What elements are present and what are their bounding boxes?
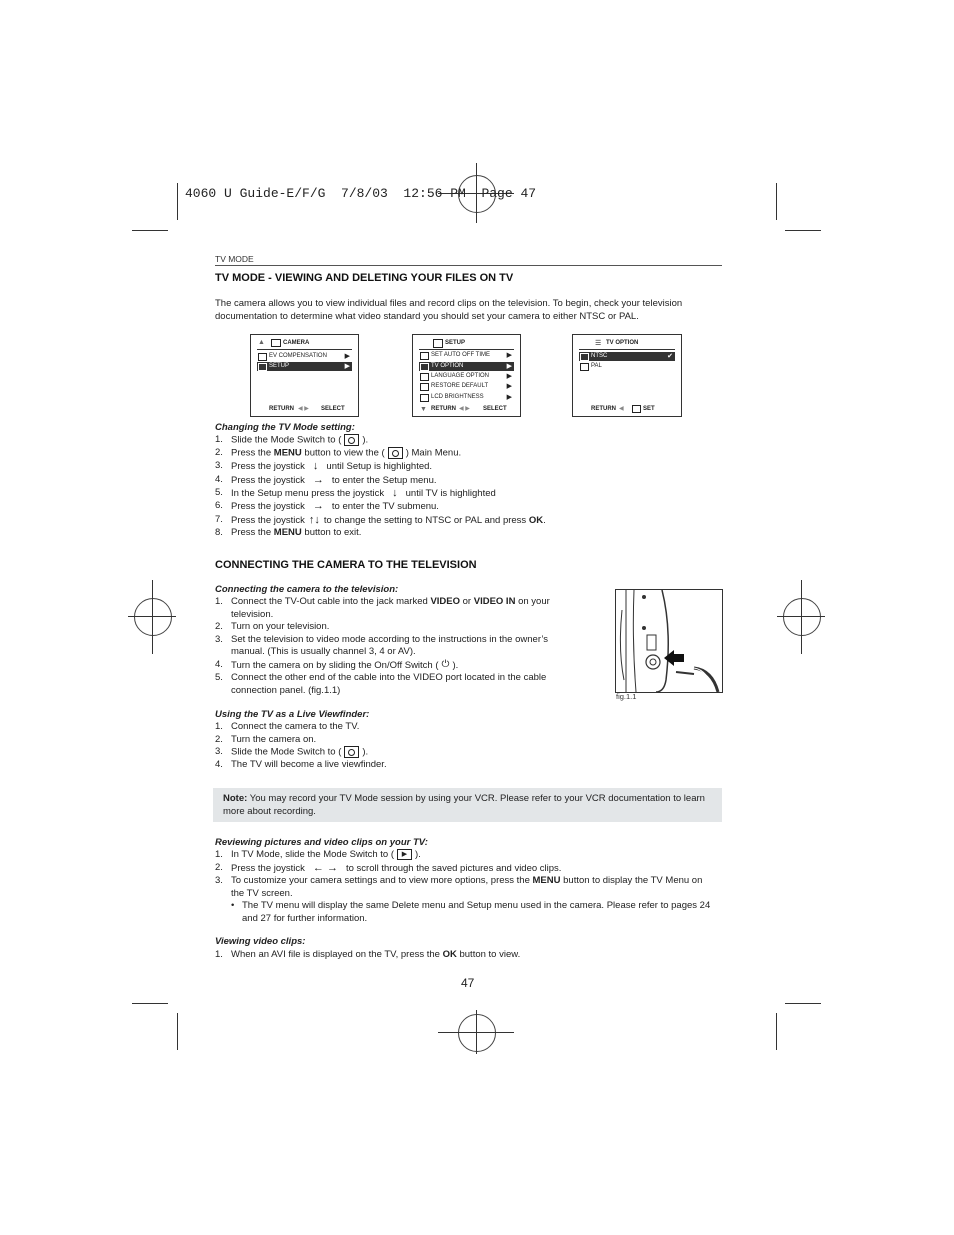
registration-line — [476, 1010, 477, 1054]
crop-mark — [177, 183, 178, 220]
steps-video — [215, 949, 725, 962]
screen-title: CAMERA — [283, 340, 310, 346]
crop-mark — [177, 1013, 178, 1050]
menu-row-selected: NTSC ✔ — [579, 352, 675, 361]
restore-icon — [420, 383, 429, 391]
steps-live — [215, 721, 725, 772]
list-item: 1. Slide the Mode Switch to ( ). — [215, 434, 369, 446]
list-item: 4. The TV will become a live viewfinder. — [215, 759, 387, 771]
power-icon — [420, 352, 429, 360]
right-arrow-icon: → — [312, 473, 324, 486]
note-label: Note: — [223, 793, 248, 804]
left-arrow-icon: ◀ — [619, 406, 624, 412]
page-number: 47 — [461, 976, 475, 990]
registration-mark-left — [134, 598, 172, 636]
brightness-icon — [420, 394, 429, 402]
language-icon — [420, 373, 429, 381]
list-item: 3. Set the television to video mode according to the instructions in the owner’s manual. (This is usually channel 3, 4 or AV). — [215, 633, 549, 658]
list-item: 4. Turn the camera on by sliding the On/Off Switch ( ⏻ ). — [215, 658, 459, 671]
steps-reviewing — [215, 849, 715, 925]
menu-screen-camera — [250, 334, 359, 417]
list-item: 2. Press the joystick ← → to scroll through the saved pictures and video clips. — [215, 861, 562, 874]
menu-icon: ☰ — [595, 340, 602, 347]
footer-return: RETURN — [269, 406, 294, 412]
registration-mark-bottom — [458, 1014, 496, 1052]
down-arrow-icon: ▼ — [420, 406, 427, 413]
checkmark-icon: ✔ — [667, 353, 673, 360]
steps-changing — [215, 434, 725, 540]
crop-mark — [776, 1013, 777, 1050]
menu-row: EV COMPENSATION ▶ — [257, 352, 352, 361]
header-rule — [215, 265, 722, 266]
list-item: 2. Turn the camera on. — [215, 733, 317, 745]
registration-line — [801, 580, 802, 654]
list-item: 1. When an AVI file is displayed on the TV, press the OK button to view. — [215, 949, 521, 960]
list-item: 3. Slide the Mode Switch to ( ). — [215, 746, 369, 758]
intro-paragraph: The camera allows you to view individual files and record clips on the television. To begin, check your television documentation to determine what video standard you should set your camera to either NTSC or PAL. — [215, 298, 683, 322]
menu-row: RESTORE DEFAULT ▶ — [419, 382, 514, 391]
footer-set: SET — [643, 406, 655, 412]
tv-icon — [420, 363, 429, 371]
subhead-changing: Changing the TV Mode setting: — [215, 422, 355, 433]
right-arrow-icon: → — [312, 500, 324, 513]
camera-icon — [388, 447, 403, 459]
screen-title: SETUP — [445, 340, 466, 346]
list-item: 6. Press the joystick → to enter the TV submenu. — [215, 500, 439, 513]
bullet-item: • The TV menu will display the same Delete menu and Setup menu used in the camera. Please refer to pages 24 and 27 for further information. — [231, 900, 711, 924]
figure-caption: fig.1.1 — [616, 692, 637, 701]
menu-screen-setup — [412, 334, 521, 417]
subhead-reviewing: Reviewing pictures and video clips on your TV: — [215, 837, 428, 848]
list-item: 1. In TV Mode, slide the Mode Switch to ( ▶ ). — [215, 849, 421, 861]
menu-row-selected: SETUP ▶ — [257, 362, 352, 371]
heading-tv-mode: TV MODE - VIEWING AND DELETING YOUR FILES ON TV — [215, 272, 514, 284]
list-item: 5. In the Setup menu press the joystick ↓ until TV is highlighted — [215, 487, 496, 500]
left-right-arrows-icon: ← → — [312, 861, 338, 874]
menu-screen-tv-option — [572, 334, 682, 417]
ev-icon — [258, 353, 267, 361]
list-item: 3. Press the joystick ↓ until Setup is highlighted. — [215, 460, 433, 473]
down-arrow-icon: ↓ — [312, 460, 319, 473]
list-item: 7. Press the joystick ↑↓ to change the setting to NTSC or PAL and press OK. — [215, 513, 546, 526]
list-item: 2. Press the MENU button to view the ( ) Main Menu. — [215, 447, 462, 459]
crop-mark — [785, 1003, 821, 1004]
footer-select: SELECT — [321, 406, 345, 412]
footer-return: RETURN — [431, 406, 456, 412]
registration-line — [152, 580, 153, 654]
subhead-connecting: Connecting the camera to the television: — [215, 584, 399, 595]
menu-row: LCD BRIGHTNESS ▶ — [419, 393, 514, 402]
print-slug: 4060 U Guide-E/F/G 7/8/03 12:56 PM Page 47 — [185, 186, 537, 201]
camera-icon — [344, 746, 359, 758]
left-right-arrows-icon: ◀ ▶ — [459, 406, 470, 412]
divider — [257, 349, 352, 350]
footer-return: RETURN — [591, 406, 616, 412]
right-triangle-icon: ▶ — [344, 353, 350, 360]
menu-row: LANGUAGE OPTION ▶ — [419, 372, 514, 381]
registration-mark-right — [783, 598, 821, 636]
crop-mark — [132, 1003, 168, 1004]
up-down-arrows-icon: ↑↓ — [308, 513, 320, 526]
ntsc-icon — [580, 353, 589, 361]
camera-icon — [344, 434, 359, 446]
ok-icon — [632, 405, 641, 413]
crop-mark — [776, 183, 777, 220]
footer-select: SELECT — [483, 406, 507, 412]
setup-icon — [433, 339, 443, 348]
menu-row: SET AUTO OFF TIME ▶ — [419, 351, 514, 360]
subhead-live: Using the TV as a Live Viewfinder: — [215, 709, 370, 720]
pal-icon — [580, 363, 589, 371]
note-box — [213, 788, 722, 822]
figure-camera-cable — [615, 589, 723, 693]
power-icon: ⏻ — [441, 658, 450, 670]
list-item: 8. Press the MENU button to exit. — [215, 527, 362, 539]
left-right-arrows-icon: ◀ ▶ — [298, 406, 309, 412]
list-item: 3. To customize your camera settings and to view more options, press the MENU button to display the TV Menu on the TV screen. — [215, 875, 703, 899]
divider — [419, 349, 514, 350]
setup-icon — [258, 363, 267, 371]
list-item: 4. Press the joystick → to enter the Setup menu. — [215, 473, 437, 486]
crop-mark — [132, 230, 168, 231]
menu-row: PAL — [579, 362, 675, 371]
divider — [579, 349, 675, 350]
subhead-video: Viewing video clips: — [215, 936, 306, 947]
down-arrow-icon: ↓ — [392, 487, 398, 500]
right-triangle-icon: ▶ — [344, 363, 350, 370]
menu-row-selected: TV OPTION ▶ — [419, 362, 514, 371]
crop-mark — [785, 230, 821, 231]
list-item: 5. Connect the other end of the cable into the VIDEO port located in the cable connection panel. (fig.1.1) — [215, 672, 547, 696]
up-arrow-icon: ▲ — [258, 339, 265, 346]
section-label: TV MODE — [215, 254, 254, 264]
list-item: 1. Connect the TV-Out cable into the jack marked VIDEO or VIDEO IN on your television. — [215, 596, 550, 620]
screen-title: TV OPTION — [606, 340, 639, 346]
play-icon: ▶ — [397, 849, 412, 860]
note-text: You may record your TV Mode session by using your VCR. Please refer to your VCR documentation to learn more about recording. — [223, 793, 705, 817]
camera-icon — [271, 339, 281, 347]
steps-connecting — [215, 596, 580, 698]
list-item: 1. Connect the camera to the TV. — [215, 721, 360, 732]
list-item: 2. Turn on your television. — [215, 621, 330, 633]
heading-connecting: CONNECTING THE CAMERA TO THE TELEVISION — [215, 559, 477, 571]
camera-cable-illustration — [616, 590, 722, 692]
